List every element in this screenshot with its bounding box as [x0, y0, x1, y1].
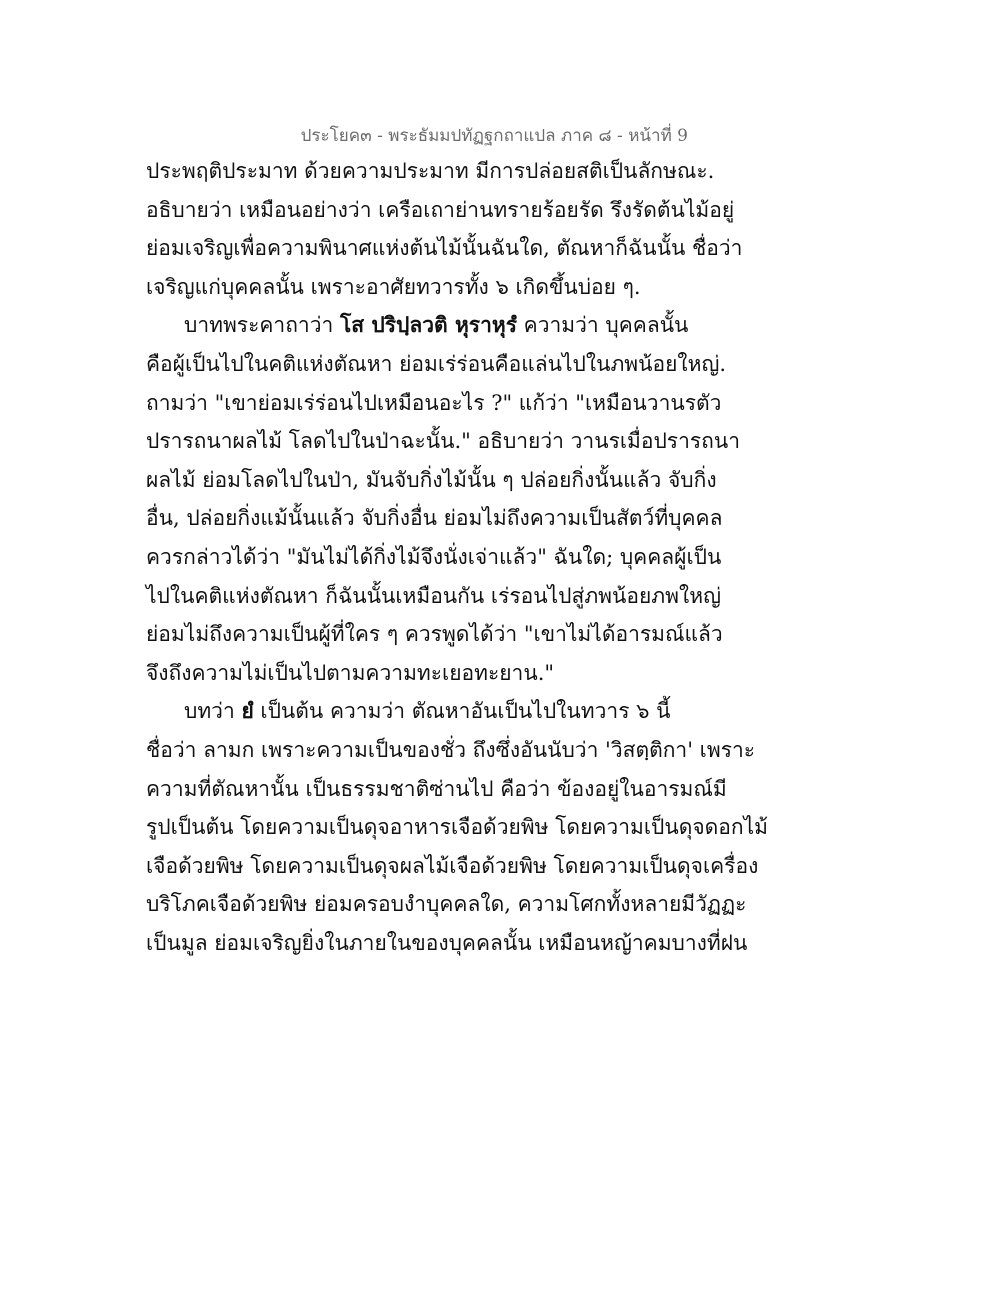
- pali-term: ยํ: [241, 698, 254, 724]
- running-header: ประโยค๓ - พระธัมมปทัฏฐกถาแปล ภาค ๘ - หน้าที่ 9: [300, 126, 688, 146]
- text-line: ถามว่า "เขาย่อมเร่ร่อนไปเหมือนอะไร ?" แก้ว่า "เหมือนวานรตัว: [146, 390, 722, 415]
- text-line: รูปเป็นต้น โดยความเป็นดุจอาหารเจือด้วยพิษ โดยความเป็นดุจดอกไม้: [146, 815, 769, 840]
- paragraph-start-line: [146, 692, 706, 731]
- pali-term: โส ปริปฺลวติ หุราหุรํ: [339, 312, 517, 338]
- text-line: ชื่อว่า ลามก เพราะความเป็นของชั่ว ถึงซึ่งอันนับว่า 'วิสตฺติกา' เพราะ: [146, 737, 756, 762]
- text-line: ย่อมเจริญเพื่อความพินาศแห่งต้นไม้นั้นฉันใด, ตัณหาก็ฉันนั้น ชื่อว่า: [146, 236, 743, 261]
- text-line: เป็นมูล ย่อมเจริญยิ่งในภายในของบุคคลนั้น เหมือนหญ้าคมบางที่ฝน: [146, 930, 748, 955]
- text-line: ควรกล่าวได้ว่า "มันไม่ได้กิ่งไม้จึงนั่งเจ่าแล้ว" ฉันใด; บุคคลผู้เป็น: [146, 544, 722, 569]
- text-line: จึงถึงความไม่เป็นไปตามความทะเยอทะยาน.": [146, 660, 555, 685]
- text-line: ไปในคติแห่งตัณหา ก็ฉันนั้นเหมือนกัน เร่รอนไปสู่ภพน้อยภพใหญ่: [146, 583, 721, 608]
- paragraph-start-line: [146, 306, 706, 345]
- text-line: ผลไม้ ย่อมโลดไปในป่า, มันจับกิ่งไม้นั้น ๆ ปล่อยกิ่งนั้นแล้ว จับกิ่ง: [146, 467, 717, 492]
- text-line: ย่อมไม่ถึงความเป็นผู้ที่ใคร ๆ ควรพูดได้ว่า "เขาไม่ได้อารมณ์แล้ว: [146, 622, 723, 647]
- text-segment: ความว่า บุคคลนั้น: [516, 313, 689, 338]
- body-text: [146, 152, 769, 962]
- text-segment: เป็นต้น ความว่า ตัณหาอันเป็นไปในทวาร ๖ นี้: [253, 699, 671, 724]
- text-segment: บทว่า: [184, 699, 242, 724]
- text-line: อธิบายว่า เหมือนอย่างว่า เครือเถาย่านทรายร้อยรัด รึงรัดต้นไม้อยู่: [146, 197, 735, 222]
- text-line: ความที่ตัณหานั้น เป็นธรรมชาติซ่านไป คือว่า ข้องอยู่ในอารมณ์มี: [146, 776, 727, 801]
- text-line: ประพฤติประมาท ด้วยความประมาท มีการปล่อยสติเป็นลักษณะ.: [146, 159, 715, 183]
- text-line: ปรารถนาผลไม้ โลดไปในป่าฉะนั้น." อธิบายว่า วานรเมื่อปรารถนา: [146, 429, 741, 454]
- text-line: อื่น, ปล่อยกิ่งแม้นั้นแล้ว จับกิ่งอื่น ย่อมไม่ถึงความเป็นสัตว์ที่บุคคล: [146, 506, 723, 531]
- text-line: คือผู้เป็นไปในคติแห่งตัณหา ย่อมเร่ร่อนคือแล่นไปในภพน้อยใหญ่.: [146, 351, 727, 376]
- text-line: เจริญแก่บุคคลนั้น เพราะอาศัยทวารทั้ง ๖ เกิดขึ้นบ่อย ๆ.: [146, 274, 641, 299]
- text-line: เจือด้วยพิษ โดยความเป็นดุจผลไม้เจือด้วยพิษ โดยความเป็นดุจเครื่อง: [146, 853, 759, 878]
- text-line: บริโภคเจือด้วยพิษ ย่อมครอบงำบุคคลใด, ความโศกทั้งหลายมีวัฏฏะ: [146, 892, 747, 917]
- text-segment: บาทพระคาถาว่า: [184, 313, 340, 338]
